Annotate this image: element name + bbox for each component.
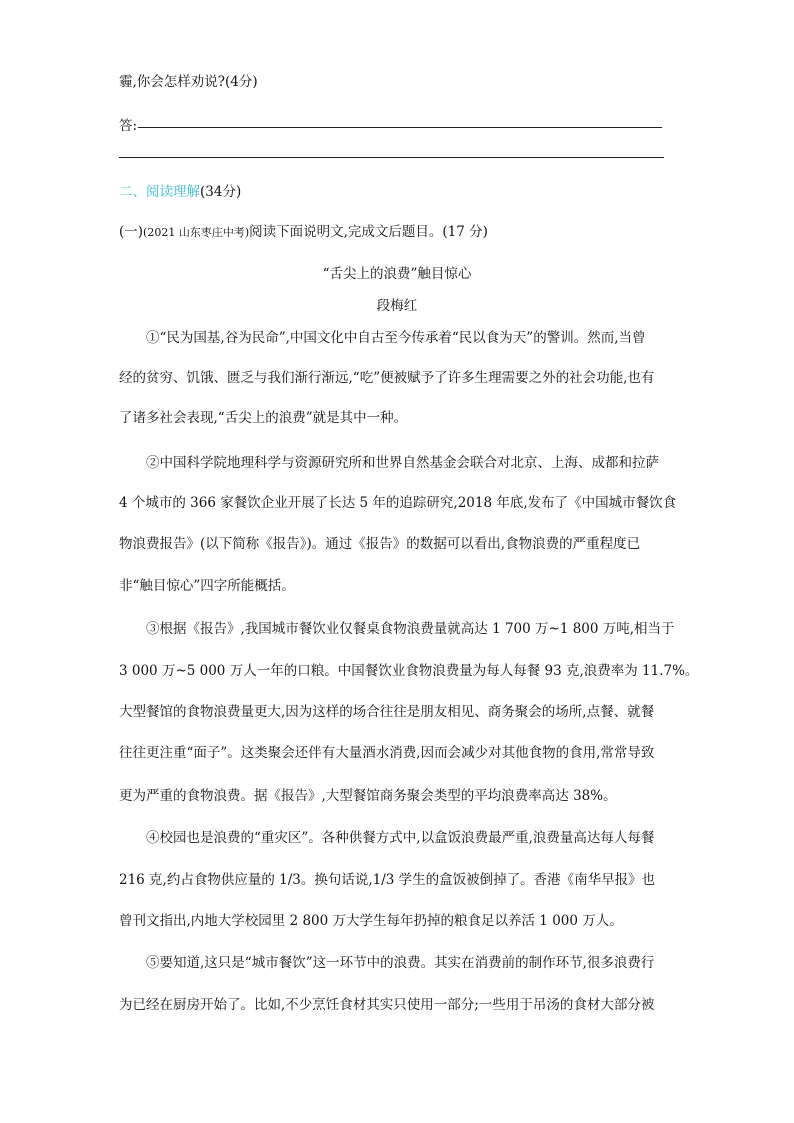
article-line: ③根据《报告》,我国城市餐饮业仅餐桌食物浪费量就高达 1 700 万~1 800 万吨,相当于 <box>146 621 675 637</box>
question-tail: 霾,你会怎样劝说?(4分) <box>119 74 258 90</box>
article-line: 曾刊文指出,内地大学校园里 2 800 万大学生每年扔掉的粮食足以养活 1 000 万人。 <box>119 913 623 929</box>
answer-line-1 <box>138 127 662 128</box>
article-line: 非“触目惊心”四字所能概括。 <box>119 578 295 594</box>
article-title: “舌尖上的浪费”触目惊心 <box>322 266 472 282</box>
article-author: 段梅红 <box>376 298 418 314</box>
article-line: 4 个城市的 366 家餐饮企业开展了长达 5 年的追踪研究,2018 年底,发布了《中国城市餐饮食 <box>119 495 677 511</box>
passage-part: (一) <box>119 224 144 240</box>
article-line: ⑤要知道,这只是“城市餐饮”这一环节中的浪费。其实在消费前的制作环节,很多浪费行 <box>146 955 655 971</box>
article-line: 了诸多社会表现,“舌尖上的浪费”就是其中一种。 <box>119 410 408 426</box>
passage-instruction: 阅读下面说明文,完成文后题目。(17 分) <box>249 224 488 240</box>
article-line: 3 000 万~5 000 万人一年的口粮。中国餐饮业食物浪费量为每人每餐 93 克,浪费率为 11.7%。 <box>119 663 699 679</box>
article-line: 更为严重的食物浪费。据《报告》,大型餐馆商务聚会类型的平均浪费率高达 38%。 <box>119 788 617 804</box>
article-line: 大型餐馆的食物浪费量更大,因为这样的场合往往是朋友相见、商务聚会的场所,点餐、就餐 <box>119 704 655 720</box>
section-score: (34分) <box>200 184 242 200</box>
article-line: ①“民为国基,谷为民命”,中国文化中自古至今传承着“民以食为天”的警训。然而,当曾 <box>146 330 646 346</box>
article-line: ②中国科学院地理科学与资源研究所和世界自然基金会联合对北京、上海、成都和拉萨 <box>146 455 659 471</box>
article-line: 216 克,约占食物供应量的 1/3。换句话说,1/3 学生的盒饭被倒掉了。香港《南华早报》也 <box>119 872 656 888</box>
article-line: 物浪费报告》(以下简称《报告》)。通过《报告》的数据可以看出,食物浪费的严重程度已 <box>119 536 641 552</box>
article-line: 为已经在厨房开始了。比如,不少烹饪食材其实只使用一部分;一些用于吊汤的食材大部分被 <box>119 997 655 1013</box>
passage-source: (2021 山东枣庄中考) <box>143 226 250 239</box>
answer-line-2 <box>119 157 664 158</box>
article-line: 往往更注重“面子”。这类聚会还伴有大量酒水消费,因而会减少对其他食物的食用,常常导致 <box>119 745 655 761</box>
article-line: 经的贫穷、饥饿、匮乏与我们渐行渐远,“吃”便被赋予了许多生理需要之外的社会功能,也有 <box>119 370 655 386</box>
passage-intro <box>119 220 488 240</box>
answer-label: 答: <box>119 118 138 134</box>
section-title: 二、阅读理解 <box>119 184 200 200</box>
article-line: ④校园也是浪费的“重灾区”。各种供餐方式中,以盒饭浪费最严重,浪费量高达每人每餐 <box>146 830 655 846</box>
section-heading <box>119 180 241 200</box>
